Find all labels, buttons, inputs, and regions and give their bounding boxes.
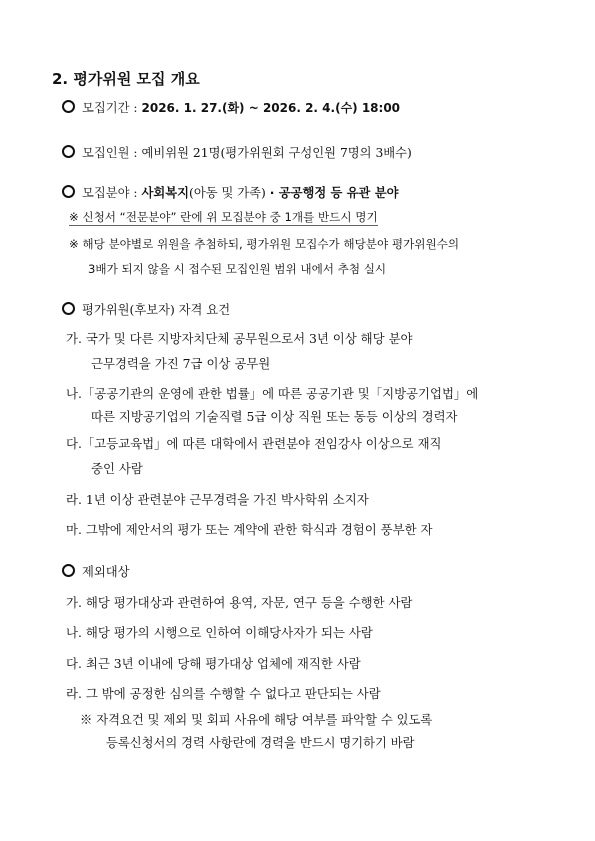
exclusion-item-4: 라. 그 밖에 공정한 심의를 수행할 수 없다고 판단되는 사람 [66,686,381,701]
circle-bullet-icon [62,302,75,315]
qualification-item-2: 나.「공공기관의 운영에 관한 법률」에 따른 공공기관 및「지방공기업법」에 [66,386,479,401]
qualification-item-4: 라. 1년 이상 관련분야 근무경력을 가진 박사학위 소지자 [66,492,369,507]
field-note-2-line2: 3배가 되지 않을 시 접수된 모집인원 범위 내에서 추첨 실시 [88,262,387,276]
exclusion-item-3: 다. 최근 3년 이내에 당해 평가대상 업체에 재직한 사람 [66,656,361,671]
qualification-item-1-cont: 근무경력을 가진 7급 이상 공무원 [91,356,271,371]
exclusion-title: 제외대상 [82,565,130,579]
exclusion-item-2: 나. 해당 평가의 시행으로 인하여 이해당사자가 되는 사람 [66,625,373,640]
qualification-item-1: 가. 국가 및 다른 지방자치단체 공무원으로서 3년 이상 해당 분야 [66,331,413,346]
personnel-row [62,143,412,161]
field-note-2-line1: ※ 해당 분야별로 위원을 추첨하되, 평가위원 모집수가 해당분야 평가위원수의 [69,237,460,251]
circle-bullet-icon [62,100,75,113]
qualification-item-3: 다.「고등교육법」에 따른 대학에서 관련분야 전임강사 이상으로 재직 [66,436,442,451]
field-label: 모집분야 : [82,186,138,200]
exclusion-item-1: 가. 해당 평가대상과 관련하여 용역, 자문, 연구 등을 수행한 사람 [66,595,413,610]
qualification-item-3-cont: 중인 사람 [91,461,143,476]
field-note-1 [69,209,378,225]
qualification-item-5: 마. 그밖에 제안서의 평가 또는 계약에 관한 학식과 경험이 풍부한 자 [66,522,433,537]
qualification-title-row [62,300,230,318]
personnel-label: 모집인원 : [82,146,138,160]
circle-bullet-icon [62,564,75,577]
personnel-value: 예비위원 21명(평가위원회 구성인원 7명의 3배수) [141,146,412,160]
field-value-secondary: · 공공행정 등 유관 분야 [269,186,399,200]
field-value-primary: 사회복지 [141,186,190,200]
qualification-title: 평가위원(후보자) 자격 요건 [82,303,231,317]
period-label: 모집기간 : [82,101,138,115]
period-value: 2026. 1. 27.(화) ~ 2026. 2. 4.(수) 18:00 [141,101,401,115]
field-row [62,183,398,201]
exclusion-note-line1: ※ 자격요건 및 제외 및 회피 사유에 해당 여부를 파악할 수 있도록 [80,713,433,727]
field-value-paren: (아동 및 가족) [189,186,266,200]
circle-bullet-icon [62,145,75,158]
qualification-item-2-cont: 따른 지방공기업의 기술직렬 5급 이상 직원 또는 동등 이상의 경력자 [91,409,458,424]
period-row [62,98,400,116]
exclusion-note-line2: 등록신청서의 경력 사항란에 경력을 반드시 명기하기 바람 [106,736,415,750]
section-heading: 2. 평가위원 모집 개요 [52,70,200,88]
circle-bullet-icon [62,185,75,198]
exclusion-title-row [62,562,130,580]
field-note-1-text: ※ 신청서 “전문분야” 란에 위 모집분야 중 1개를 반드시 명기 [69,210,378,224]
